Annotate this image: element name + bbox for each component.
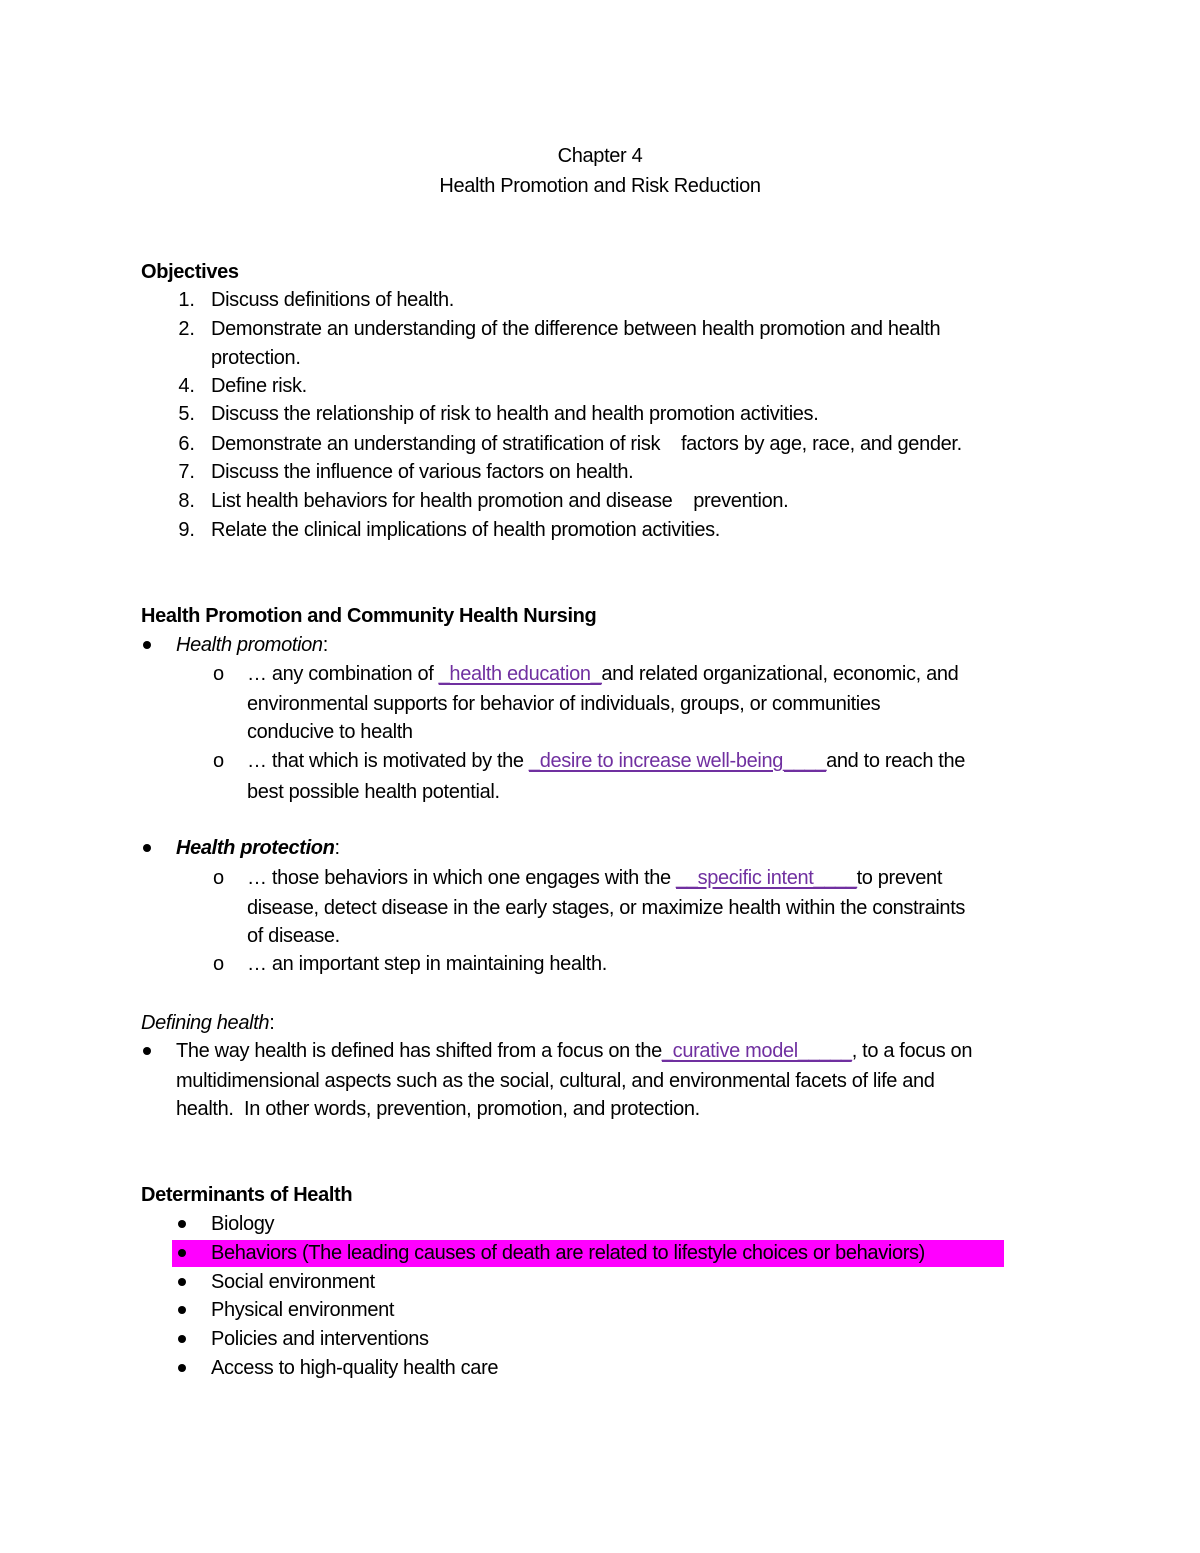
objective-number: 7. [178, 461, 195, 483]
chapter-label: Chapter 4 [557, 145, 643, 167]
objective-text: Relate the clinical implications of health promotion activities. [211, 519, 720, 541]
determinant-text: Access to high-quality health care [211, 1357, 499, 1379]
objective-text: Demonstrate an understanding of stratification of risk factors by age, race, and gender. [211, 433, 962, 455]
objectives-heading: Objectives [141, 261, 239, 283]
bullet-icon [178, 1278, 186, 1286]
bullet-icon [178, 1335, 186, 1343]
objective-text: List health behaviors for health promotion and disease prevention. [211, 490, 789, 512]
section-heading-health-promotion: Health Promotion and Community Health Nursing [141, 605, 597, 627]
protection-definition-line3: of disease. [247, 925, 340, 947]
determinant-text: Policies and interventions [211, 1328, 429, 1350]
protection-definition-line2: disease, detect disease in the early stages, or maximize health within the constraints [247, 897, 966, 919]
circle-bullet-icon: o [213, 750, 225, 772]
circle-bullet-icon: o [213, 867, 225, 889]
objective-number: 9. [178, 519, 195, 541]
bullet-icon [178, 1249, 186, 1257]
objective-text: Demonstrate an understanding of the difference between health promotion and health [211, 318, 941, 340]
bullet-icon [143, 641, 151, 649]
circle-bullet-icon: o [213, 663, 225, 685]
bullet-icon [143, 1047, 151, 1055]
term-defining-health: Defining health: [141, 1012, 275, 1034]
objective-text: Discuss the influence of various factors on health. [211, 461, 634, 483]
bullet-icon [178, 1306, 186, 1314]
fill-in-answer: _health education_ [438, 663, 602, 685]
objective-text: Discuss definitions of health. [211, 289, 454, 311]
defining-health-line3: health. In other words, prevention, promotion, and protection. [176, 1098, 700, 1120]
promotion-definition-line1: … any combination of _health education_and related organizational, economic, and [247, 663, 959, 685]
promotion-motivation-line1: … that which is motivated by the _desire to increase well-being____and to reach the [247, 750, 966, 772]
fill-in-answer: _desire to increase well-being____ [528, 750, 827, 772]
circle-bullet-icon: o [213, 953, 225, 975]
protection-definition-line1: … those behaviors in which one engages with the __specific intent____to prevent [247, 867, 943, 889]
determinant-text: Biology [211, 1213, 275, 1235]
bullet-icon [178, 1220, 186, 1228]
bullet-icon [143, 844, 151, 852]
promotion-definition-line2: environmental supports for behavior of individuals, groups, or communities [247, 693, 881, 715]
protection-step: … an important step in maintaining health. [247, 953, 607, 975]
objective-text: Define risk. [211, 375, 307, 397]
determinant-text: Behaviors (The leading causes of death are related to lifestyle choices or behaviors) [211, 1242, 925, 1264]
term-health-promotion: Health promotion: [176, 634, 328, 656]
bullet-icon [178, 1364, 186, 1372]
defining-health-line2: multidimensional aspects such as the social, cultural, and environmental facets of life and [176, 1070, 935, 1092]
section-heading-determinants: Determinants of Health [141, 1184, 353, 1206]
objective-text-cont: protection. [211, 347, 301, 369]
chapter-title: Health Promotion and Risk Reduction [439, 175, 761, 197]
objective-number: 2. [178, 318, 195, 340]
term-health-protection: Health protection: [176, 837, 340, 859]
objective-number: 4. [178, 375, 195, 397]
fill-in-answer: __specific intent____ [676, 867, 857, 889]
determinant-text: Social environment [211, 1271, 375, 1293]
promotion-motivation-line2: best possible health potential. [247, 781, 500, 803]
objective-text: Discuss the relationship of risk to health and health promotion activities. [211, 403, 819, 425]
fill-in-answer: _curative model_____ [661, 1040, 852, 1062]
objective-number: 8. [178, 490, 195, 512]
determinant-text: Physical environment [211, 1299, 395, 1321]
promotion-definition-line3: conducive to health [247, 721, 413, 743]
objective-number: 1. [178, 289, 195, 311]
defining-health-line1: The way health is defined has shifted from a focus on the_curative model_____, to a focus on [176, 1040, 973, 1062]
objective-number: 6. [178, 433, 195, 455]
objective-number: 5. [178, 403, 195, 425]
